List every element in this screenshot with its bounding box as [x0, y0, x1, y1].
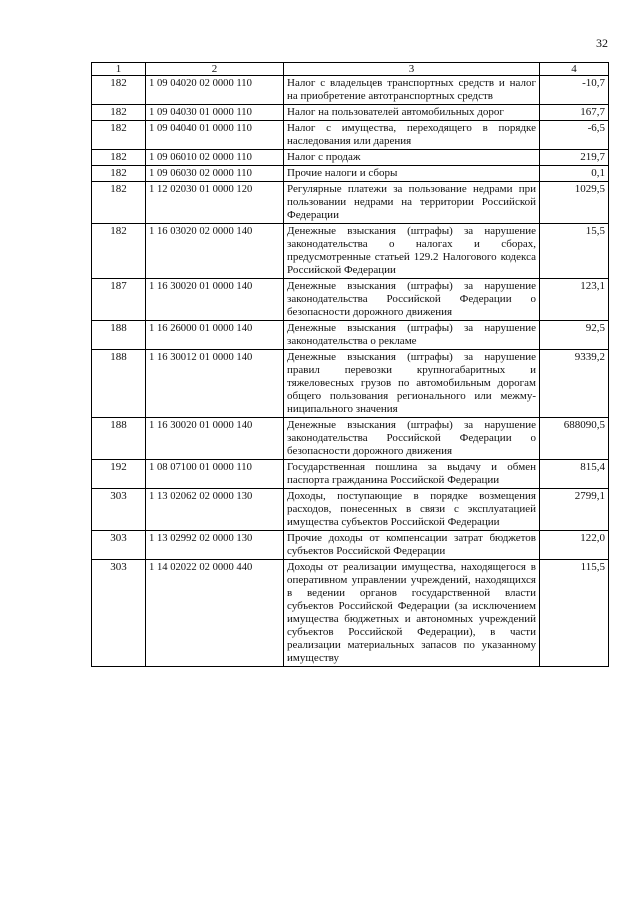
table-row [92, 105, 609, 121]
table-row [92, 121, 609, 150]
amount-cell: 9339,2 [540, 350, 609, 418]
table-row [92, 166, 609, 182]
description-cell: Денежные взыскания (штрафы) за нарушение законодательства Российской Федерации о безопасности дорожного движения [284, 418, 540, 460]
amount-cell: 167,7 [540, 105, 609, 121]
description-cell: Денежные взыскания (штрафы) за нарушение законодательства о налогах и сборах, предусмотренные статьей 129.2 Налогового кодекса Российской Федерации [284, 224, 540, 279]
amount-cell: 815,4 [540, 460, 609, 489]
description-cell: Государственная пошлина за выдачу и обмен паспорта гражданина Российской Федерации [284, 460, 540, 489]
admin-code-cell: 303 [92, 489, 146, 531]
admin-code-cell: 182 [92, 150, 146, 166]
table-row [92, 460, 609, 489]
description-cell: Налог с владельцев транспортных средств и налог на приобретение автотранспортных средств [284, 76, 540, 105]
budget-code-cell: 1 16 30012 01 0000 140 [146, 350, 284, 418]
admin-code-cell: 187 [92, 279, 146, 321]
admin-code-cell: 303 [92, 560, 146, 667]
description-cell: Налог с продаж [284, 150, 540, 166]
description-cell: Налог на пользователей автомобильных дорог [284, 105, 540, 121]
budget-code-cell: 1 09 06030 02 0000 110 [146, 166, 284, 182]
amount-cell: 219,7 [540, 150, 609, 166]
admin-code-cell: 188 [92, 321, 146, 350]
header-row [92, 63, 609, 76]
description-cell: Прочие доходы от компенсации затрат бюджетов субъектов Российской Федерации [284, 531, 540, 560]
description-cell: Доходы, поступающие в порядке возмещения расходов, понесенных в связи с эксплуатацией имущества субъектов Российской Федерации [284, 489, 540, 531]
amount-cell: 2799,1 [540, 489, 609, 531]
budget-code-cell: 1 16 26000 01 0000 140 [146, 321, 284, 350]
admin-code-cell: 182 [92, 166, 146, 182]
budget-code-cell: 1 16 03020 02 0000 140 [146, 224, 284, 279]
amount-cell: 0,1 [540, 166, 609, 182]
table-row [92, 531, 609, 560]
page-number: 32 [596, 36, 608, 50]
table-row [92, 279, 609, 321]
column-header-1: 1 [92, 63, 146, 76]
admin-code-cell: 188 [92, 350, 146, 418]
amount-cell: 15,5 [540, 224, 609, 279]
admin-code-cell: 182 [92, 76, 146, 105]
table-row [92, 150, 609, 166]
admin-code-cell: 192 [92, 460, 146, 489]
amount-cell: 1029,5 [540, 182, 609, 224]
description-cell: Денежные взыскания (штрафы) за нарушение законодательства Российской Федерации о безопасности дорожного движения [284, 279, 540, 321]
table-body [92, 76, 609, 667]
description-cell: Налог с имущества, переходящего в порядке наследования или дарения [284, 121, 540, 150]
amount-cell: 123,1 [540, 279, 609, 321]
description-cell: Прочие налоги и сборы [284, 166, 540, 182]
admin-code-cell: 182 [92, 105, 146, 121]
column-header-2: 2 [146, 63, 284, 76]
admin-code-cell: 303 [92, 531, 146, 560]
budget-code-cell: 1 12 02030 01 0000 120 [146, 182, 284, 224]
table-row [92, 489, 609, 531]
table-header [92, 63, 609, 76]
budget-code-cell: 1 09 04030 01 0000 110 [146, 105, 284, 121]
amount-cell: 688090,5 [540, 418, 609, 460]
amount-cell: -6,5 [540, 121, 609, 150]
table-row [92, 321, 609, 350]
amount-cell: 115,5 [540, 560, 609, 667]
column-header-4: 4 [540, 63, 609, 76]
description-cell: Доходы от реализации имущества, находящегося в оперативном управлении учреждений, находящихся в ведении органов государственной власти субъектов Российской Федерации (за исключением имущества бюджетных и автономных учреждений субъектов Российской Федерации), в части реализации материальных запасов по указанному имуществу [284, 560, 540, 667]
budget-code-cell: 1 09 06010 02 0000 110 [146, 150, 284, 166]
budget-code-cell: 1 08 07100 01 0000 110 [146, 460, 284, 489]
budget-code-cell: 1 16 30020 01 0000 140 [146, 279, 284, 321]
description-cell: Денежные взыскания (штрафы) за нарушение правил перевозки крупногабаритных и тяжеловесных грузов по автомобильным дорогам общего пользования регионального или межмуниципального значения [284, 350, 540, 418]
amount-cell: 122,0 [540, 531, 609, 560]
description-cell: Регулярные платежи за пользование недрами при пользовании недрами на территории Российской Федерации [284, 182, 540, 224]
budget-code-cell: 1 13 02992 02 0000 130 [146, 531, 284, 560]
amount-cell: 92,5 [540, 321, 609, 350]
admin-code-cell: 182 [92, 182, 146, 224]
budget-code-cell: 1 13 02062 02 0000 130 [146, 489, 284, 531]
table-row [92, 224, 609, 279]
table-row [92, 350, 609, 418]
description-cell: Денежные взыскания (штрафы) за нарушение законодательства о рекламе [284, 321, 540, 350]
table-row [92, 182, 609, 224]
table-row [92, 418, 609, 460]
admin-code-cell: 182 [92, 224, 146, 279]
table-row [92, 560, 609, 667]
budget-code-cell: 1 16 30020 01 0000 140 [146, 418, 284, 460]
table-row [92, 76, 609, 105]
revenue-table [91, 62, 609, 667]
amount-cell: -10,7 [540, 76, 609, 105]
budget-code-cell: 1 09 04040 01 0000 110 [146, 121, 284, 150]
admin-code-cell: 182 [92, 121, 146, 150]
column-header-3: 3 [284, 63, 540, 76]
admin-code-cell: 188 [92, 418, 146, 460]
budget-code-cell: 1 09 04020 02 0000 110 [146, 76, 284, 105]
budget-code-cell: 1 14 02022 02 0000 440 [146, 560, 284, 667]
